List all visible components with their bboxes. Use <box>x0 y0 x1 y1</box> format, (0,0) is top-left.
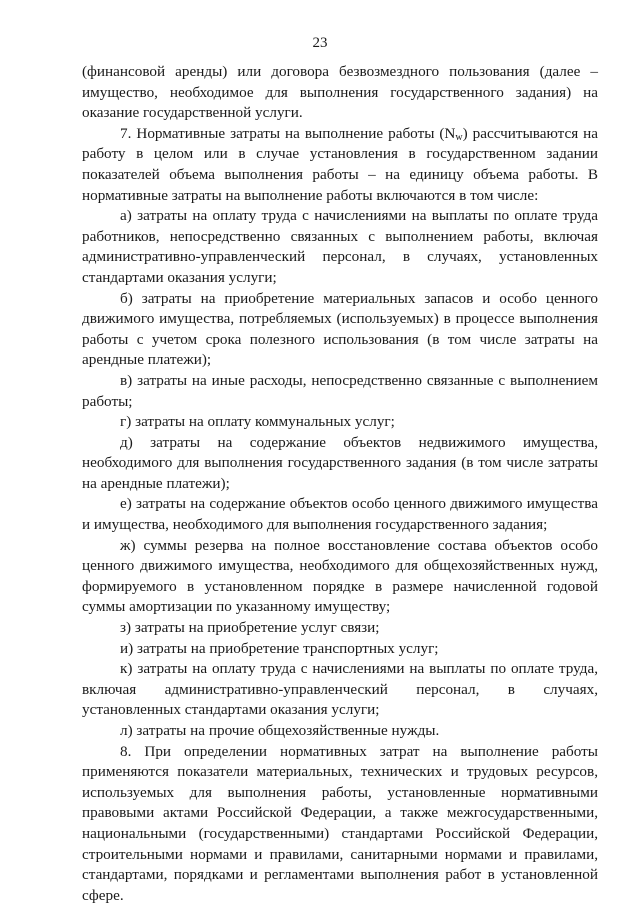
paragraph-item-7-pre: 7. Нормативные затраты на выполнение работы (N <box>120 124 456 142</box>
paragraph-subitem-z: з) затраты на приобретение услуг связи; <box>120 619 380 637</box>
paragraph-item-8: 8. При определении нормативных затрат на выполнение работы применяются показатели материальных, технических и трудовых ресурсов, используемых для выполнения работы, установленные нормативными правовыми актами Российской Федерации, а также межгосударственными, национальными (государственными) стандартами Российской Федерации, строительными нормами и правилами, санитарными нормами и правилами, стандартами, порядками и регламентами выполнения работ в установленной сфере. <box>82 742 598 904</box>
paragraph-subitem-b: б) затраты на приобретение материальных запасов и особо ценного движимого имущества, потребляемых (используемых) в процессе выполнения работы с учетом срока полезного использования (в том числе затраты на арендные платежи); <box>82 289 598 369</box>
paragraph-continuation: (финансовой аренды) или договора безвозмездного пользования (далее – имущество, необходимое для выполнения государственного задания) на оказание государственной услуги. <box>82 63 598 122</box>
paragraph-item-7-subscript: w <box>455 131 463 143</box>
paragraph-item-7-post: ) рассчитываются на работу в целом или в случае установления в государственном задании показателей объема выполнения работы – на единицу объема работы. В нормативные затраты на выполнение работы включаются в том числе: <box>82 124 599 204</box>
paragraph-subitem-zh: ж) суммы резерва на полное восстановление состава объектов особо ценного движимого имущества, необходимого для общехозяйственных нужд, формируемого в установленном порядке в размере начисленной годовой суммы амортизации по указанному имуществу; <box>82 536 598 616</box>
paragraph-subitem-d: д) затраты на содержание объектов недвижимого имущества, необходимого для выполнения государственного задания (в том числе затраты на арендные платежи); <box>82 433 598 492</box>
paragraph-item-7 <box>82 124 598 206</box>
paragraph-subitem-e: е) затраты на содержание объектов особо ценного движимого имущества и имущества, необходимого для выполнения государственного задания; <box>82 495 598 534</box>
paragraph-subitem-l: л) затраты на прочие общехозяйственные нужды. <box>120 722 440 739</box>
paragraph-subitem-i: и) затраты на приобретение транспортных услуг; <box>120 639 439 657</box>
paragraph-subitem-k: к) затраты на оплату труда с начислениями на выплаты по оплате труда, включая административно-управленческий персонал, в случаях, установленных стандартами оказания услуги; <box>82 660 598 719</box>
document-body <box>82 62 598 906</box>
paragraph-subitem-v: в) затраты на иные расходы, непосредственно связанные с выполнением работы; <box>82 371 598 410</box>
paragraph-subitem-a: а) затраты на оплату труда с начислениями на выплаты по оплате труда работников, непосредственно связанных с выполнением работы, включая административно-управленческий персонал, в случаях, установленных стандартами оказания услуги; <box>82 207 598 286</box>
paragraph-subitem-g: г) затраты на оплату коммунальных услуг; <box>120 413 395 431</box>
page-number: 23 <box>312 35 328 51</box>
